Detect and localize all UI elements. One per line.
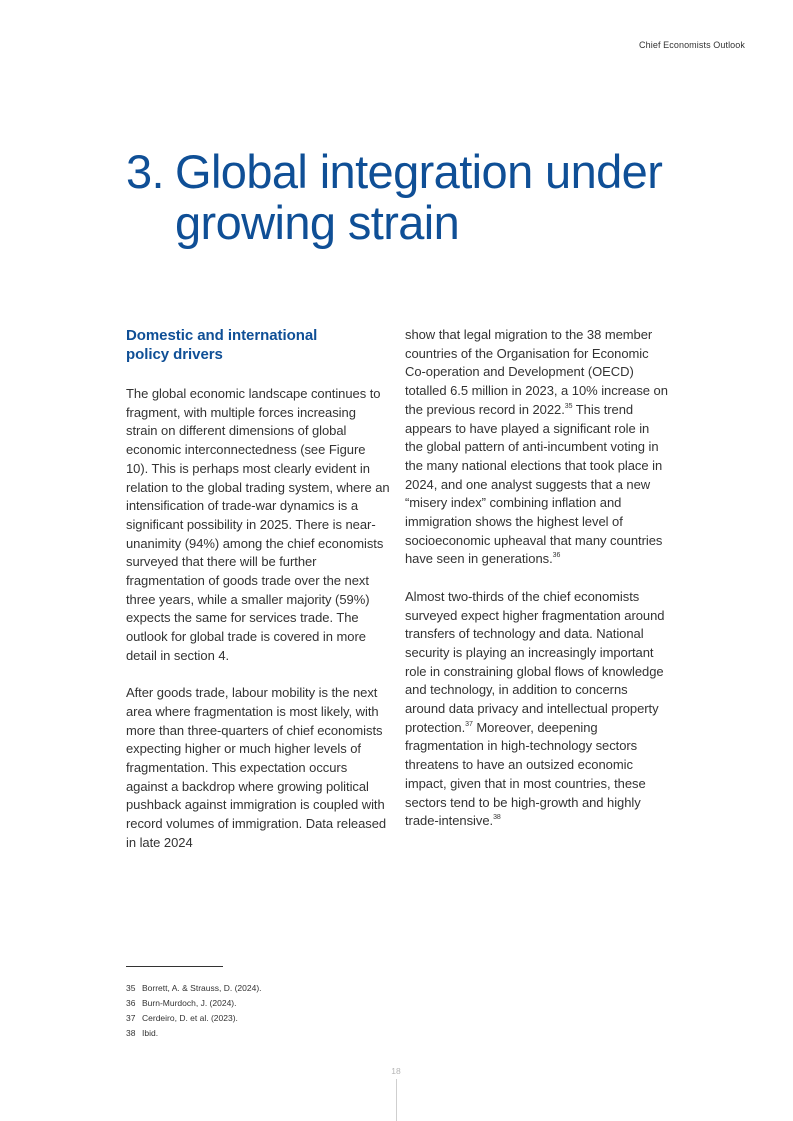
paragraph-2-part-1: After goods trade, labour mobility is the next area where fragmentation is most likely, with more than three-quarters of chief economists expecting higher or much higher levels of fragmentation. This expectation occurs against a backdrop where growing political pushback against immigration is coupled with record volumes of immigration. Data released in late 2024 [126, 685, 387, 850]
page-number: 18 [391, 1066, 401, 1076]
footnote-number: 37 [126, 1013, 136, 1023]
footnote-divider [126, 966, 223, 967]
footnote-number: 36 [126, 998, 136, 1008]
footnote-item [126, 981, 526, 996]
chapter-title-text: Global integration under growing strain [175, 145, 663, 249]
paragraph-1: The global economic landscape continues to fragment, with multiple forces increasing strain on different dimensions of global economic interconnectedness (see Figure 10). This is perhaps most clearly evident in relation to the global trading system, where an intensification of trade-war dynamics is a significant possibility in 2025. There is near-unanimity (94%) among the chief economists surveyed that there will be further fragmentation of goods trade over the next three years, while a smaller majority (59%) expects the same for services trade. The outlook for global trade is covered in more detail in section 4. [126, 386, 390, 663]
footnote-ref-38[interactable]: 38 [493, 814, 501, 822]
paragraph-3 [405, 588, 670, 831]
footnote-item [126, 1011, 526, 1026]
paragraph-2-continued: show that legal migration to the 38 member countries of the Organisation for Economic Co-operation and Development (OECD) totalled 6.5 million in 2023, a 10% increase on the previous record in 2022. [405, 327, 668, 417]
chapter-title [126, 146, 746, 248]
footnote-item [126, 1026, 526, 1041]
section-heading: Domestic and international policy drivers [126, 327, 318, 363]
footnote-number: 35 [126, 983, 136, 993]
body-column-right [405, 326, 670, 850]
footnote-number: 38 [126, 1028, 136, 1038]
footnote-text: Borrett, A. & Strauss, D. (2024). [142, 983, 262, 993]
paragraph-3-continued: Moreover, deepening fragmentation in high-technology sectors threatens to have an outsized economic impact, given that in most countries, these sectors tend to be high-growth and highly trade-intensive. [405, 719, 646, 829]
footnote-item [126, 996, 526, 1011]
body-column-left [126, 326, 390, 871]
paragraph-3-text: Almost two-thirds of the chief economists surveyed expect higher fragmentation around transfers of technology and data. National security is playing an increasingly important role in constraining global flows of knowledge and technology, in addition to concerns around data privacy and intellectual property protection. [405, 588, 665, 735]
running-header: Chief Economists Outlook [639, 40, 745, 50]
chapter-number: 3. [126, 145, 164, 198]
footnote-text: Cerdeiro, D. et al. (2023). [142, 1013, 238, 1023]
footnote-ref-36[interactable]: 36 [552, 552, 561, 560]
footnote-ref-37[interactable]: 37 [465, 720, 473, 728]
footnote-text: Burn-Murdoch, J. (2024). [142, 998, 237, 1008]
footnotes-list [126, 981, 526, 1041]
paragraph-2-trend-text: This trend appears to have played a significant role in the global pattern of anti-incumbent voting in the many national elections that took place in 2024, and one analyst suggests that a new “misery index” combining inflation and immigration shows the highest level of socioeconomic upheaval that many countries have seen in generations. [405, 401, 663, 567]
page-number-rule [396, 1079, 397, 1121]
footnote-text: Ibid. [142, 1028, 159, 1038]
paragraph-2-part-2 [405, 326, 670, 569]
footnote-ref-35[interactable]: 35 [564, 402, 573, 410]
